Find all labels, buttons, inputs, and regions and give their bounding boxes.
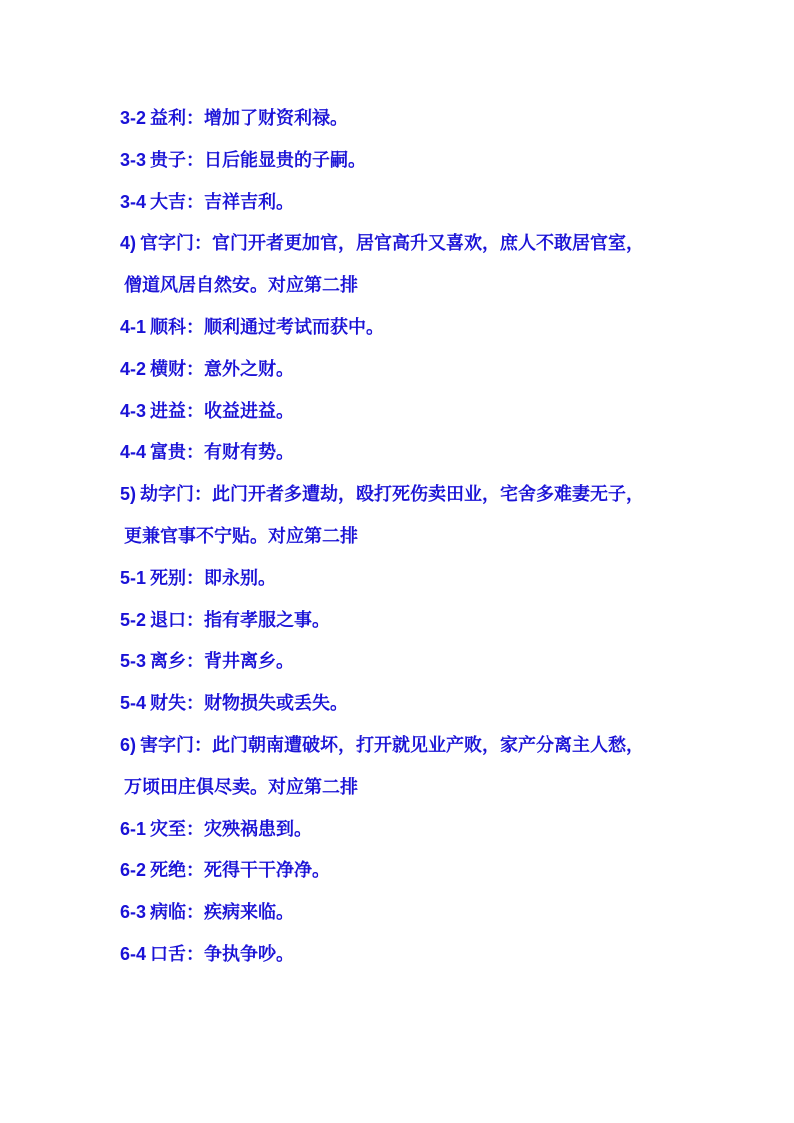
item-text: 僧道风居自然安。对应第二排 xyxy=(124,275,358,297)
text-line xyxy=(120,312,690,354)
text-line xyxy=(120,814,690,856)
item-text: 灾至：灾殃祸患到。 xyxy=(150,818,313,840)
item-number: 5-1 xyxy=(120,567,147,588)
item-number: 4-4 xyxy=(120,442,147,463)
text-line xyxy=(120,187,690,229)
text-line xyxy=(120,605,690,647)
text-line xyxy=(120,354,690,396)
text-line xyxy=(120,855,690,897)
item-number: 6) xyxy=(120,734,137,755)
item-text: 劫字门：此门开者多遭劫，殴打死伤卖田业，宅舍多难妻无子， xyxy=(140,484,645,506)
item-number: 6-3 xyxy=(120,902,147,923)
item-text: 口舌：争执争吵。 xyxy=(150,943,295,965)
text-line xyxy=(120,521,690,563)
item-text: 万顷田庄俱尽卖。对应第二排 xyxy=(124,776,358,798)
text-line xyxy=(120,437,690,479)
text-line xyxy=(120,270,690,312)
item-text: 顺科：顺利通过考试而获中。 xyxy=(150,316,385,338)
text-line xyxy=(120,563,690,605)
text-line xyxy=(120,730,690,772)
text-block xyxy=(120,103,690,981)
item-text: 大吉：吉祥吉利。 xyxy=(150,191,295,213)
item-text: 财失：财物损失或丢失。 xyxy=(150,693,349,715)
item-text: 病临：疾病来临。 xyxy=(150,902,295,924)
item-number: 6-4 xyxy=(120,943,147,964)
item-text: 贵子：日后能显贵的子嗣。 xyxy=(150,149,367,171)
item-number: 5-4 xyxy=(120,693,147,714)
text-line xyxy=(120,103,690,145)
text-line xyxy=(120,479,690,521)
item-text: 更兼官事不宁贴。对应第二排 xyxy=(124,525,358,547)
item-number: 3-2 xyxy=(120,108,147,128)
text-line xyxy=(120,772,690,814)
text-line xyxy=(120,646,690,688)
item-text: 横财：意外之财。 xyxy=(150,358,295,380)
item-text: 官字门：官门开者更加官，居官高升又喜欢，庶人不敢居官室， xyxy=(140,233,645,255)
item-number: 4) xyxy=(120,233,137,254)
item-text: 富贵：有财有势。 xyxy=(150,442,295,464)
item-text: 进益：收益进益。 xyxy=(150,400,295,422)
item-text: 死别：即永别。 xyxy=(150,567,277,589)
item-number: 4-1 xyxy=(120,316,147,337)
item-number: 5-2 xyxy=(120,609,147,630)
item-number: 3-3 xyxy=(120,149,147,170)
item-number: 4-2 xyxy=(120,358,147,379)
text-line xyxy=(120,897,690,939)
text-line xyxy=(120,145,690,187)
item-text: 死绝：死得干干净净。 xyxy=(150,860,331,882)
text-line xyxy=(120,228,690,270)
item-text: 益利：增加了财资利禄。 xyxy=(150,108,349,129)
item-text: 害字门：此门朝南遭破坏，打开就见业产败，家产分离主人愁， xyxy=(140,734,645,756)
item-text: 离乡：背井离乡。 xyxy=(150,651,295,673)
item-text: 退口：指有孝服之事。 xyxy=(150,609,331,631)
item-number: 6-1 xyxy=(120,818,147,839)
item-number: 5) xyxy=(120,484,137,505)
text-line xyxy=(120,396,690,438)
item-number: 4-3 xyxy=(120,400,147,421)
item-number: 3-4 xyxy=(120,191,147,212)
text-line xyxy=(120,939,690,981)
item-number: 5-3 xyxy=(120,651,147,672)
item-number: 6-2 xyxy=(120,860,147,881)
text-line xyxy=(120,688,690,730)
